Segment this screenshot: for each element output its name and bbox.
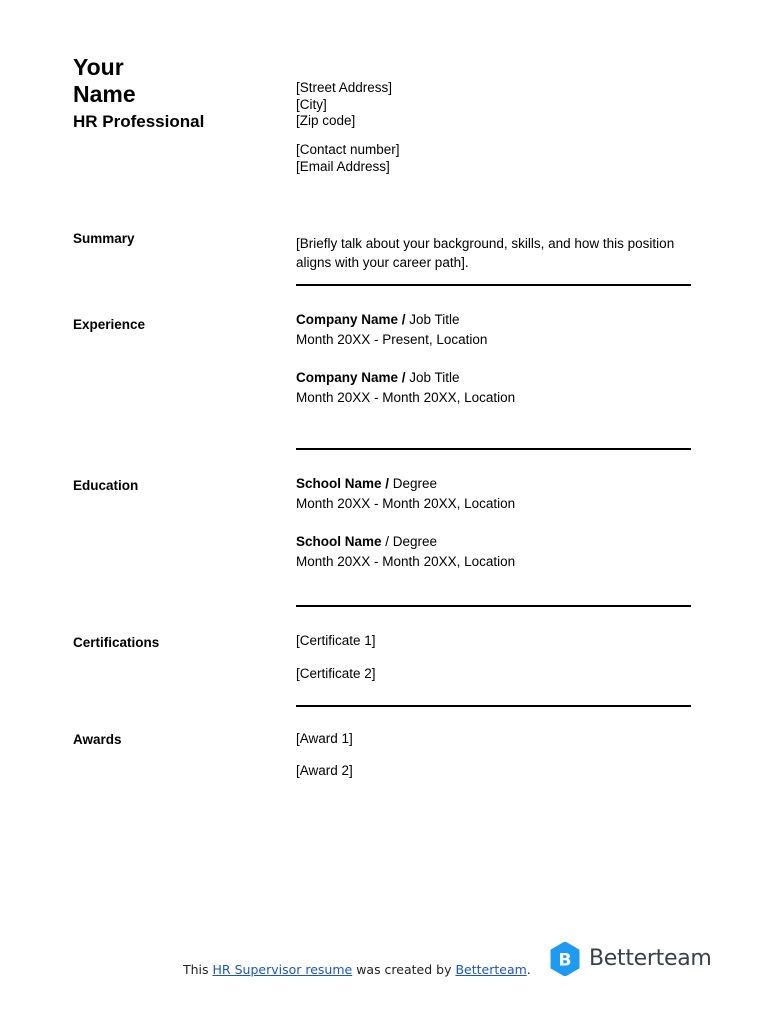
school-name: School Name [296,534,382,549]
footer-prefix: This [183,962,213,977]
award-item: [Award 2] [296,763,353,778]
section-divider [296,448,691,450]
email-address: [Email Address] [296,158,390,174]
degree: Degree [389,476,438,491]
summary-line: [Briefly talk about your background, skills, and how this position [296,236,675,251]
school-name: School Name / [296,476,390,491]
name-first-line: Your [73,54,124,80]
award-item: [Award 1] [296,731,353,746]
experience-entry [296,368,515,407]
company-name: Company Name / [296,370,406,385]
summary-label: Summary [73,231,135,246]
hr-supervisor-resume-link[interactable]: HR Supervisor resume [212,962,353,977]
footer-credit [183,962,531,977]
certificate-item: [Certificate 2] [296,666,376,681]
certifications-label: Certifications [73,635,160,650]
entry-dates: Month 20XX - Present, Location [296,331,488,347]
entry-heading [296,368,515,388]
entry-dates: Month 20XX - Month 20XX, Location [296,553,516,569]
entry-heading [296,474,515,494]
city: [City] [296,96,327,112]
entry-dates: Month 20XX - Month 20XX, Location [296,389,516,405]
section-divider [296,284,691,286]
section-divider [296,705,691,707]
name-last-line: Name [73,81,136,107]
zip-code: [Zip code] [296,113,356,128]
company-name: Company Name / [296,312,406,327]
section-divider [296,605,691,607]
entry-dates: Month 20XX - Month 20XX, Location [296,495,516,511]
summary-line: aligns with your career path]. [296,255,469,270]
job-title: Job Title [405,312,460,327]
logo-letter: B [558,950,572,971]
certificate-item: [Certificate 1] [296,633,376,648]
entry-heading [296,310,487,330]
betterteam-logo-text: Betterteam [589,946,712,971]
footer-suffix: . [526,962,531,977]
experience-entry [296,310,487,349]
experience-label: Experience [73,317,146,332]
betterteam-logo-icon [549,942,581,976]
degree: / Degree [381,534,438,549]
job-role-title: HR Professional [73,112,205,131]
job-title: Job Title [405,370,460,385]
street-address: [Street Address] [296,80,393,95]
education-entry [296,532,515,571]
contact-number: [Contact number] [296,142,400,157]
entry-heading [296,532,515,552]
betterteam-link[interactable]: Betterteam [455,962,527,977]
awards-label: Awards [73,732,122,747]
contact-block [296,142,400,175]
education-entry [296,474,515,513]
footer-middle: was created by [352,962,456,977]
address-block [296,80,392,130]
summary-text [296,234,674,272]
education-label: Education [73,478,139,493]
